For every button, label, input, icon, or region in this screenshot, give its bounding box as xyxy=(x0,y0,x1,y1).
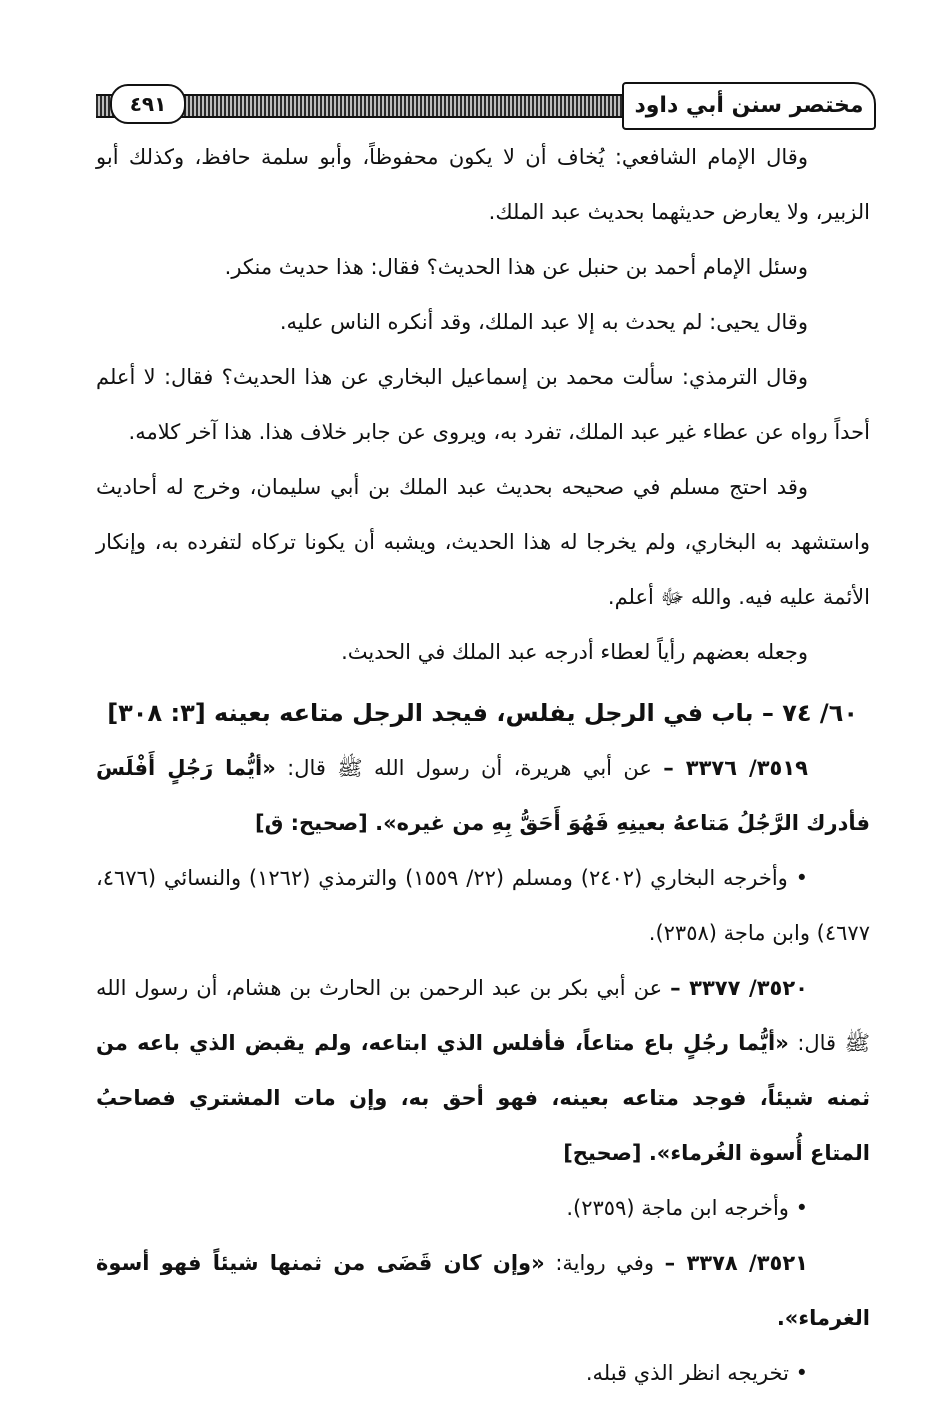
chapter-heading: ٦٠/ ٧٤ – باب في الرجل يفلس، فيجد الرجل متاعه بعينه [٣: ٣٠٨] xyxy=(107,699,858,727)
paragraph: وقد احتج مسلم في صحيحه بحديث عبد الملك بن أبي سليمان، وخرج له أحاديث واستشهد به البخاري، ولم يخرجا له هذا الحديث، ويشبه أن يكونا تركاه لتفرده به، وإنكار الأئمة عليه فيه. والله ﷻ أعلم. xyxy=(96,475,870,609)
hadith-entry xyxy=(96,741,870,851)
takhrij-note: • تخريجه انظر الذي قبله. xyxy=(585,1361,808,1385)
hadith-text: «أيُّما رَجُلٍ أَفْلَسَ فأدرك الرَّجُلُ مَتاعهُ بعينِهِ فَهُوَ أَحَقُّ بِهِ من غيره». [صحيح: ق] xyxy=(96,756,870,835)
takhrij-note: • وأخرجه ابن ماجة (٢٣٥٩). xyxy=(566,1196,808,1220)
hadith-intro: عن أبي هريرة، أن رسول الله ﷺ قال: xyxy=(287,756,652,780)
hadith-text: «وإن كان قَضَى من ثمنها شيئاً فهو أسوة الغرماء». xyxy=(96,1251,870,1330)
paragraph: وقال الترمذي: سألت محمد بن إسماعيل البخاري عن هذا الحديث؟ فقال: لا أعلم أحداً رواه عن عطاء غير عبد الملك، تفرد به، ويروى عن جابر خلاف هذا. هذا آخر كلامه. xyxy=(96,365,870,444)
paragraph: وقال يحيى: لم يحدث به إلا عبد الملك، وقد أنكره الناس عليه. xyxy=(279,310,808,334)
hadith-entry xyxy=(96,1236,870,1346)
hadith-text: «أيُّما رجُلٍ باع متاعاً، فأفلس الذي ابتاعه، ولم يقبض الذي باعه من ثمنه شيئاً، فوجد متاعه بعينه، فهو أحق به، وإن مات المشتري فصاحبُ المتاع أُسوة الغُرماء». [صحيح] xyxy=(96,1031,870,1165)
hadith-number: ٣٥٢١/ ٣٣٧٨ – xyxy=(664,1251,809,1275)
book-title: مختصر سنن أبي داود xyxy=(622,82,876,130)
hadith-number: ٣٥١٩/ ٣٣٧٦ – xyxy=(663,756,808,780)
hadith-entry xyxy=(96,961,870,1181)
paragraph: وقال الإمام الشافعي: يُخاف أن لا يكون محفوظاً، وأبو سلمة حافظ، وكذلك أبو الزبير، ولا يعارض حديثهما بحديث عبد الملك. xyxy=(96,145,870,224)
page-header xyxy=(96,82,876,128)
page-body xyxy=(96,130,870,1401)
hadith-intro: عن أبي بكر بن عبد الرحمن بن الحارث بن هشام، أن رسول الله ﷺ قال: xyxy=(96,976,870,1055)
hadith-intro: وفي رواية: xyxy=(555,1251,654,1275)
paragraph: وسئل الإمام أحمد بن حنبل عن هذا الحديث؟ فقال: هذا حديث منكر. xyxy=(224,255,808,279)
page-number: ٤٩١ xyxy=(110,84,186,124)
takhrij-note: • وأخرجه البخاري (٢٤٠٢) ومسلم (٢٢/ ١٥٥٩) والترمذي (١٢٦٢) والنسائي (٤٦٧٦، ٤٦٧٧) وابن ماجة (٢٣٥٨). xyxy=(96,866,870,945)
paragraph: وجعله بعضهم رأياً لعطاء أدرجه عبد الملك في الحديث. xyxy=(341,640,808,664)
hadith-number: ٣٥٢٠/ ٣٣٧٧ – xyxy=(670,976,808,1000)
